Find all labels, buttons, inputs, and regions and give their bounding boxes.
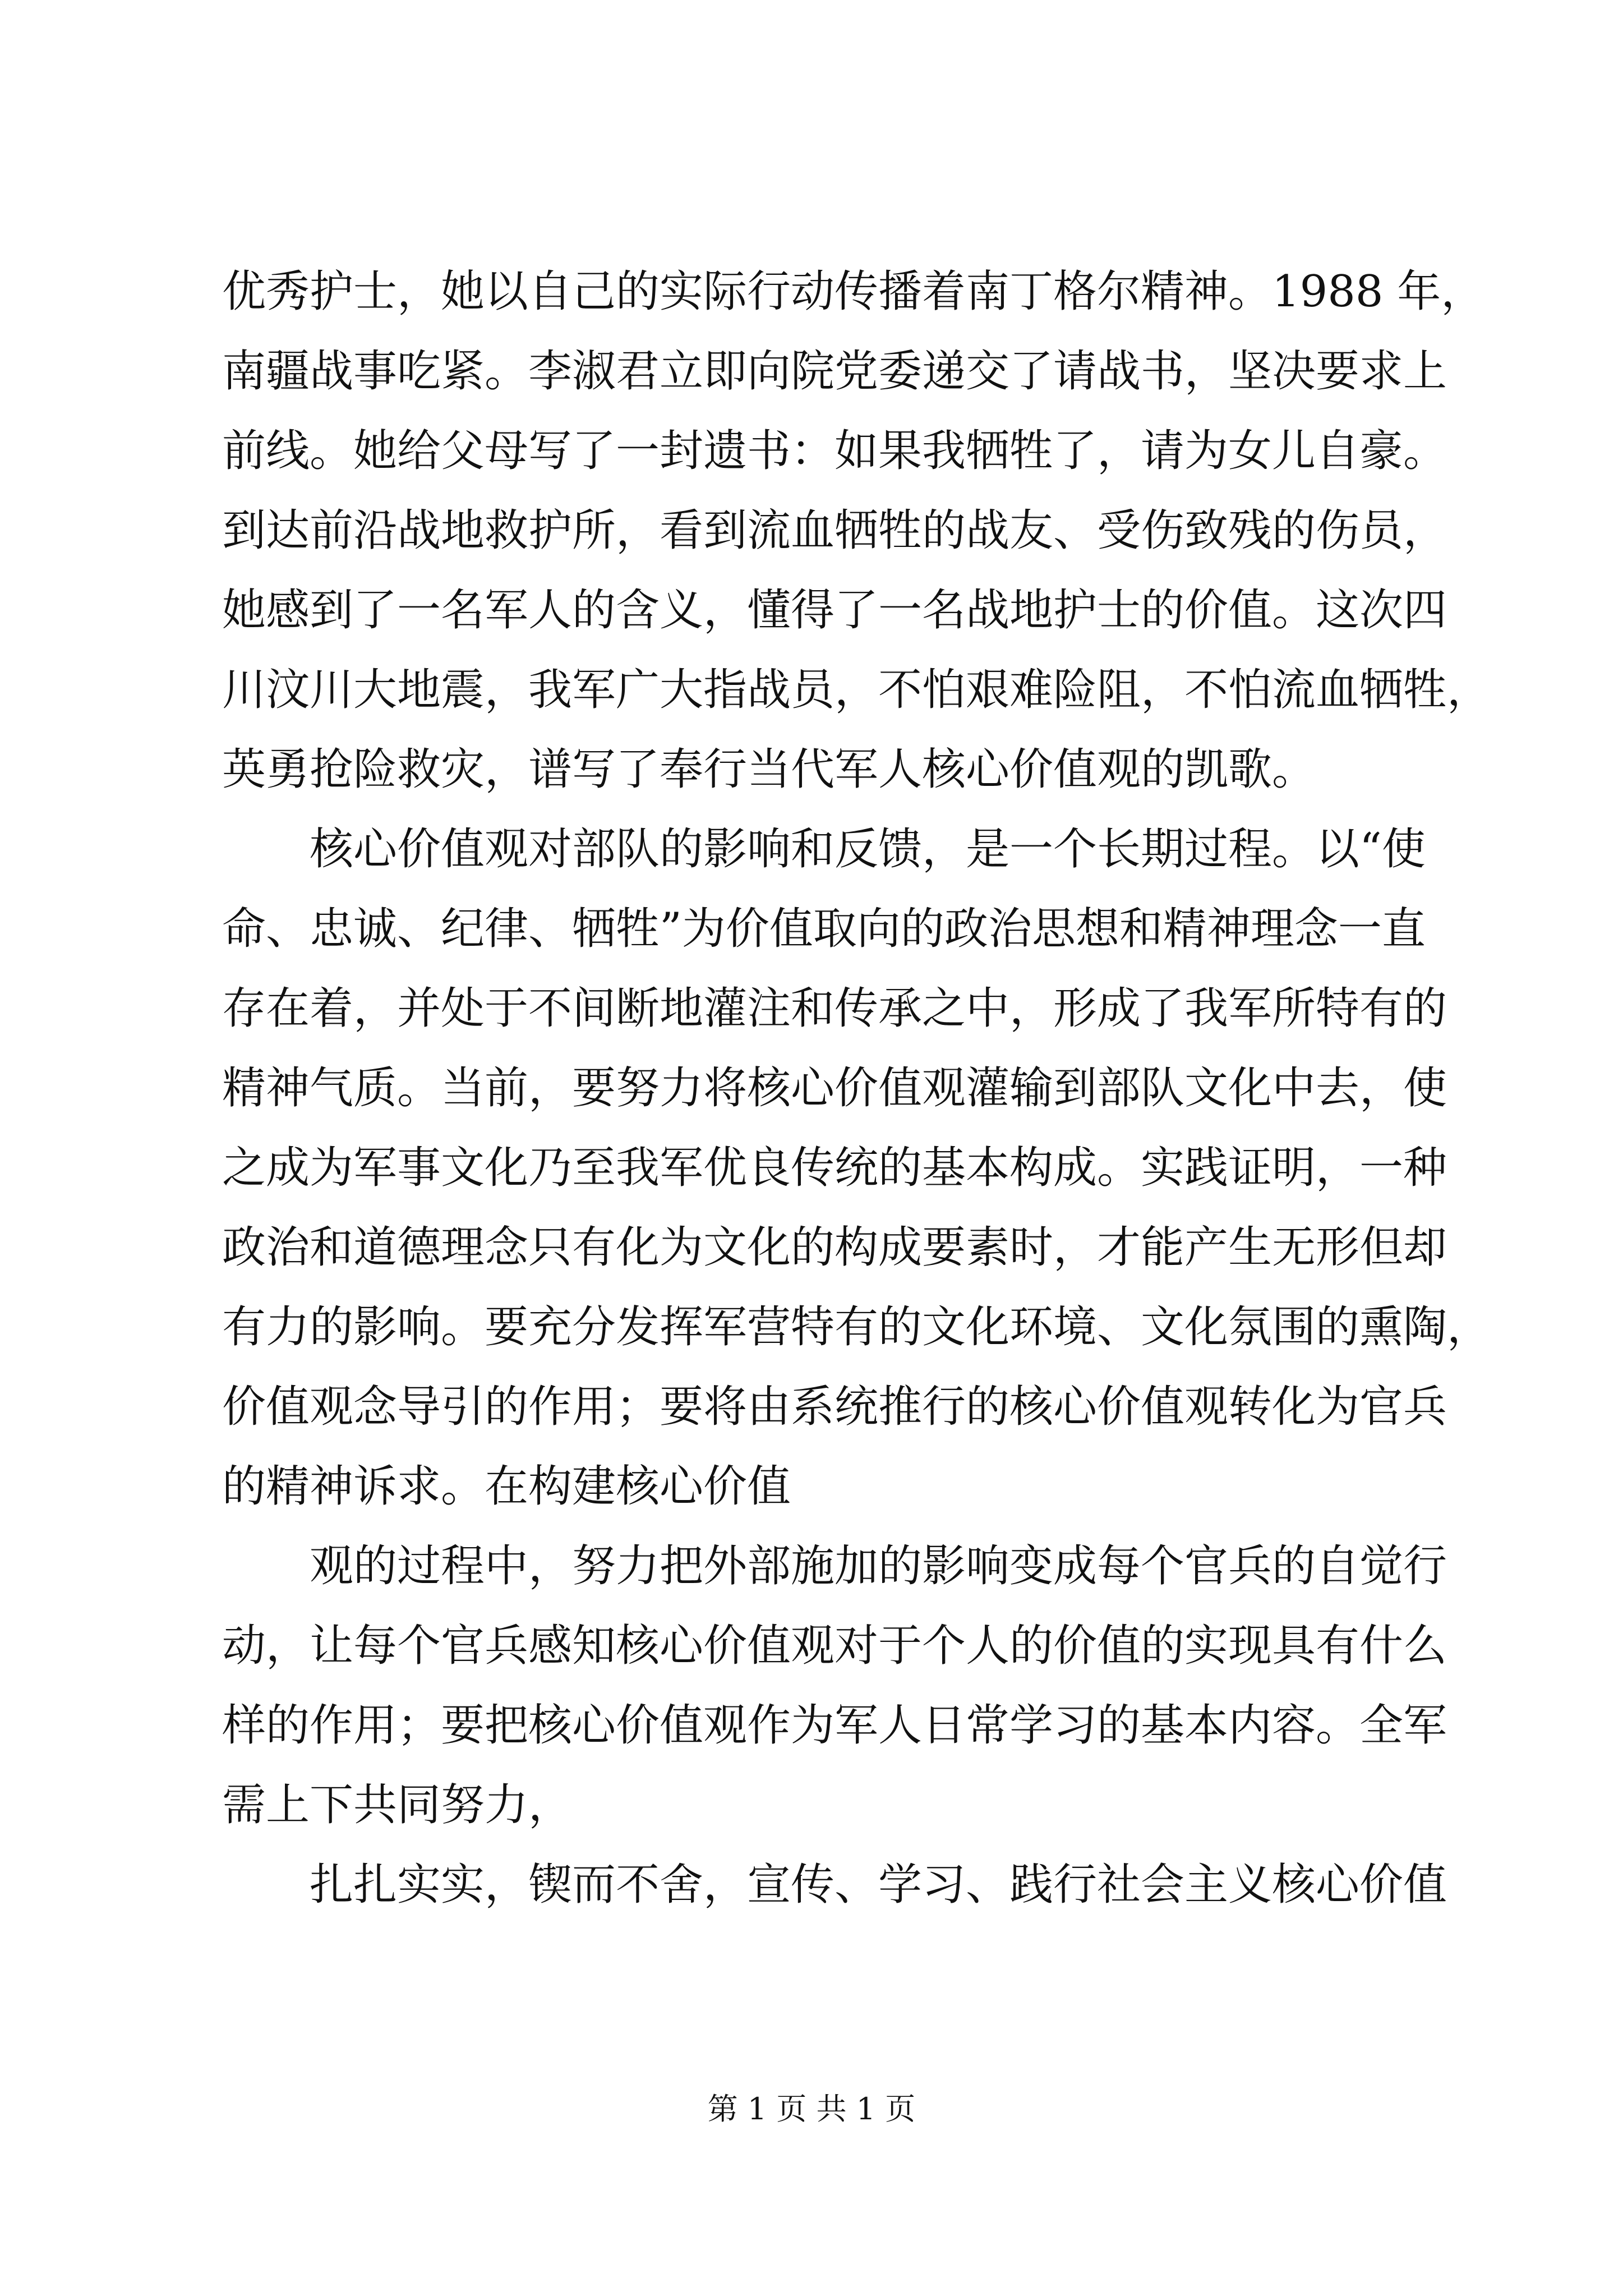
text-line: 川汶川大地震，我军广大指战员，不怕艰难险阻，不怕流血牺牲， bbox=[222, 665, 1491, 715]
text-line: 南疆战事吃紧。李淑君立即向院党委递交了请战书，坚决要求上 bbox=[222, 346, 1447, 397]
text-line: 样的作用；要把核心价值观作为军人日常学习的基本内容。全军 bbox=[222, 1700, 1447, 1751]
text-line: 有力的影响。要充分发挥军营特有的文化环境、文化氛围的熏陶， bbox=[222, 1302, 1491, 1352]
text-line: 观的过程中，努力把外部施加的影响变成每个官兵的自觉行 bbox=[310, 1541, 1447, 1591]
text-line: 之成为军事文化乃至我军优良传统的基本构成。实践证明，一种 bbox=[222, 1143, 1447, 1193]
page-number-label: 第 1 页 共 1 页 bbox=[707, 2091, 916, 2127]
text-line: 需上下共同努力， bbox=[222, 1780, 573, 1830]
page-footer bbox=[0, 2090, 1623, 2129]
text-line: 英勇抢险救灾，谱写了奉行当代军人核心价值观的凯歌。 bbox=[222, 744, 1316, 795]
text-line: 前线。她给父母写了一封遗书：如果我牺牲了，请为女儿自豪。 bbox=[222, 426, 1447, 476]
text-line: 价值观念导引的作用；要将由系统推行的核心价值观转化为官兵 bbox=[222, 1382, 1447, 1432]
text-line: 精神气质。当前，要努力将核心价值观灌输到部队文化中去，使 bbox=[222, 1063, 1447, 1114]
text-line: 动，让每个官兵感知核心价值观对于个人的价值的实现具有什么 bbox=[222, 1621, 1447, 1671]
text-line: 存在着，并处于不间断地灌注和传承之中，形成了我军所特有的 bbox=[222, 983, 1447, 1034]
text-line: 命、忠诚、纪律、牺牲”为价值取向的政治思想和精神理念一直 bbox=[222, 904, 1426, 954]
text-line: 扎扎实实，锲而不舍，宣传、学习、践行社会主义核心价值 bbox=[310, 1860, 1447, 1910]
text-line: 政治和道德理念只有化为文化的构成要素时，才能产生无形但却 bbox=[222, 1222, 1447, 1273]
text-line: 她感到了一名军人的含义，懂得了一名战地护士的价值。这次四 bbox=[222, 585, 1447, 636]
text-line: 到达前沿战地救护所，看到流血牺牲的战友、受伤致残的伤员， bbox=[222, 505, 1447, 556]
text-line: 核心价值观对部队的影响和反馈，是一个长期过程。以“使 bbox=[310, 824, 1426, 875]
text-line: 优秀护士，她以自己的实际行动传播着南丁格尔精神。1988 年， bbox=[222, 266, 1485, 317]
text-line: 的精神诉求。在构建核心价值 bbox=[222, 1461, 791, 1512]
